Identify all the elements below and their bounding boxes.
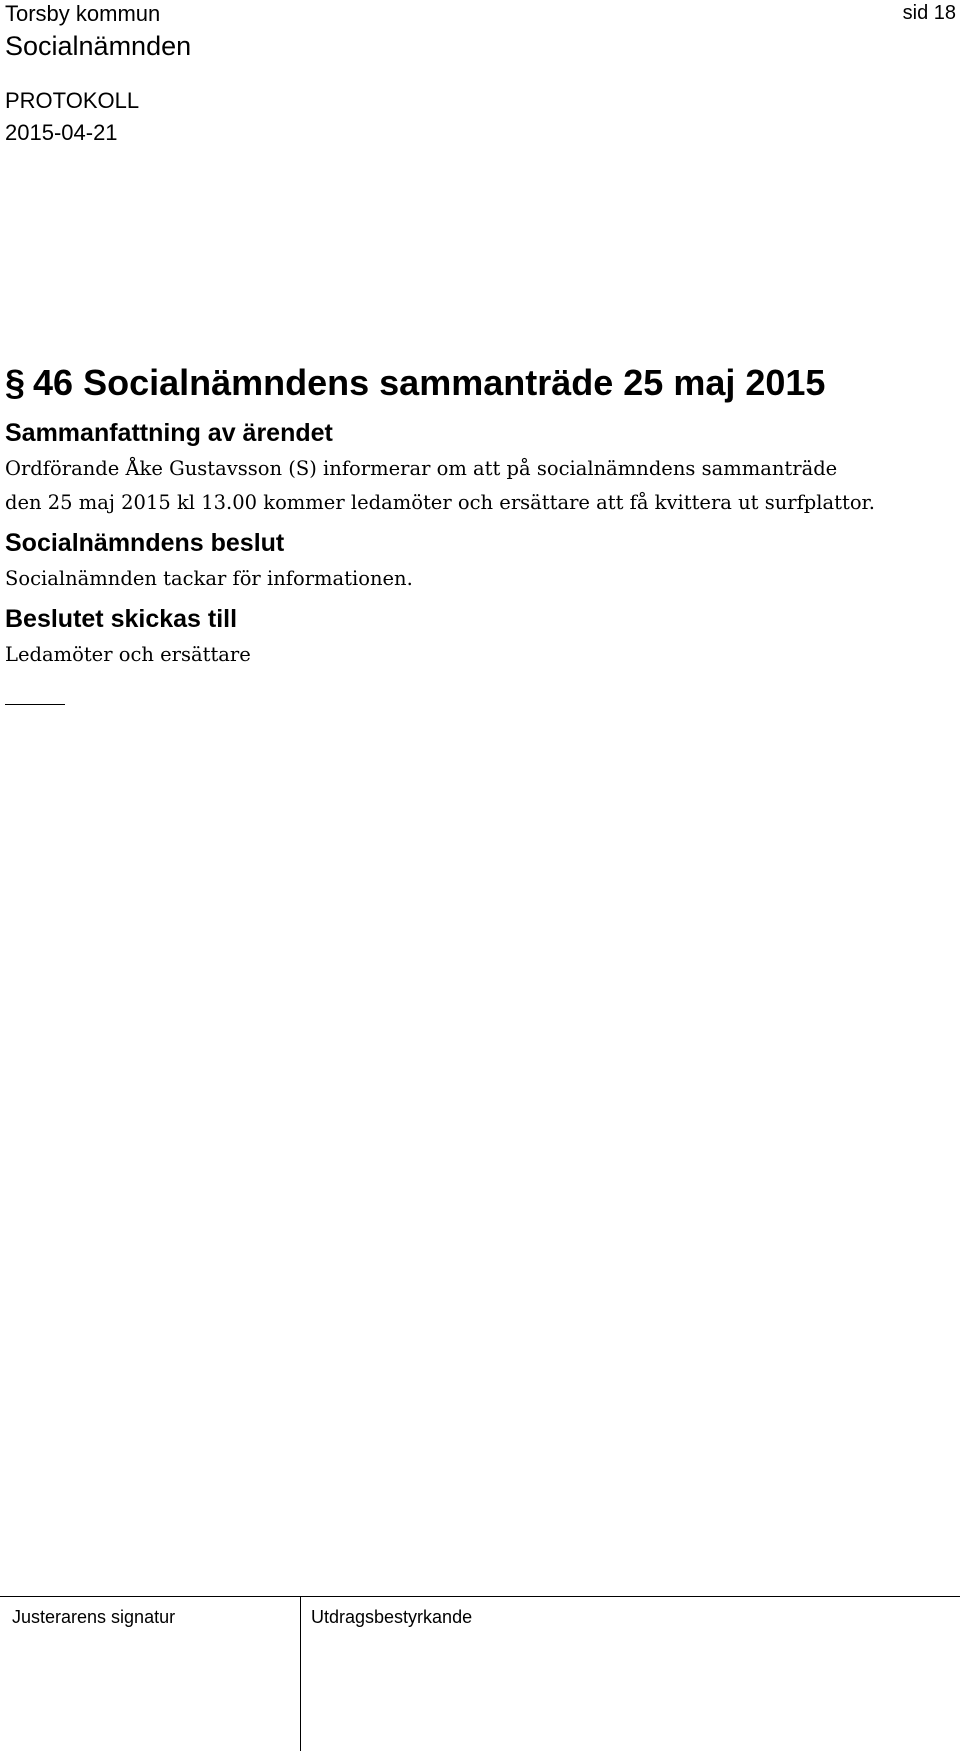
document-date: 2015-04-21 <box>5 120 118 145</box>
summary-line-1: Ordförande Åke Gustavsson (S) informerar om att på socialnämndens sammanträde <box>5 457 838 480</box>
minutes-item <box>5 362 955 705</box>
summary-text <box>5 452 955 520</box>
decision-text: Socialnämnden tackar för informationen. <box>5 567 413 590</box>
summary-line-2: den 25 maj 2015 kl 13.00 kommer ledamöter och ersättare att få kvittera ut surfplattor. <box>5 491 875 514</box>
paragraph-symbol: § <box>5 362 26 403</box>
item-title-text: 46 Socialnämndens sammanträde 25 maj 2015 <box>33 362 826 403</box>
sent-to-heading: Beslutet skickas till <box>5 605 238 633</box>
document-header <box>5 0 191 146</box>
item-title <box>5 362 955 404</box>
page-number: sid 18 <box>902 2 956 24</box>
certification-box <box>301 1597 959 1751</box>
certification-label: Utdragsbestyrkande <box>311 1607 473 1627</box>
end-divider <box>5 704 65 705</box>
organization-name: Torsby kommun <box>5 1 161 26</box>
summary-heading: Sammanfattning av ärendet <box>5 419 333 447</box>
signature-label: Justerarens signatur <box>12 1607 176 1627</box>
decision-heading: Socialnämndens beslut <box>5 529 285 557</box>
document-type: PROTOKOLL <box>5 88 140 113</box>
sent-to-text: Ledamöter och ersättare <box>5 643 251 666</box>
signature-box <box>0 1597 301 1751</box>
committee-name: Socialnämnden <box>5 31 192 61</box>
signature-footer <box>0 1596 960 1751</box>
